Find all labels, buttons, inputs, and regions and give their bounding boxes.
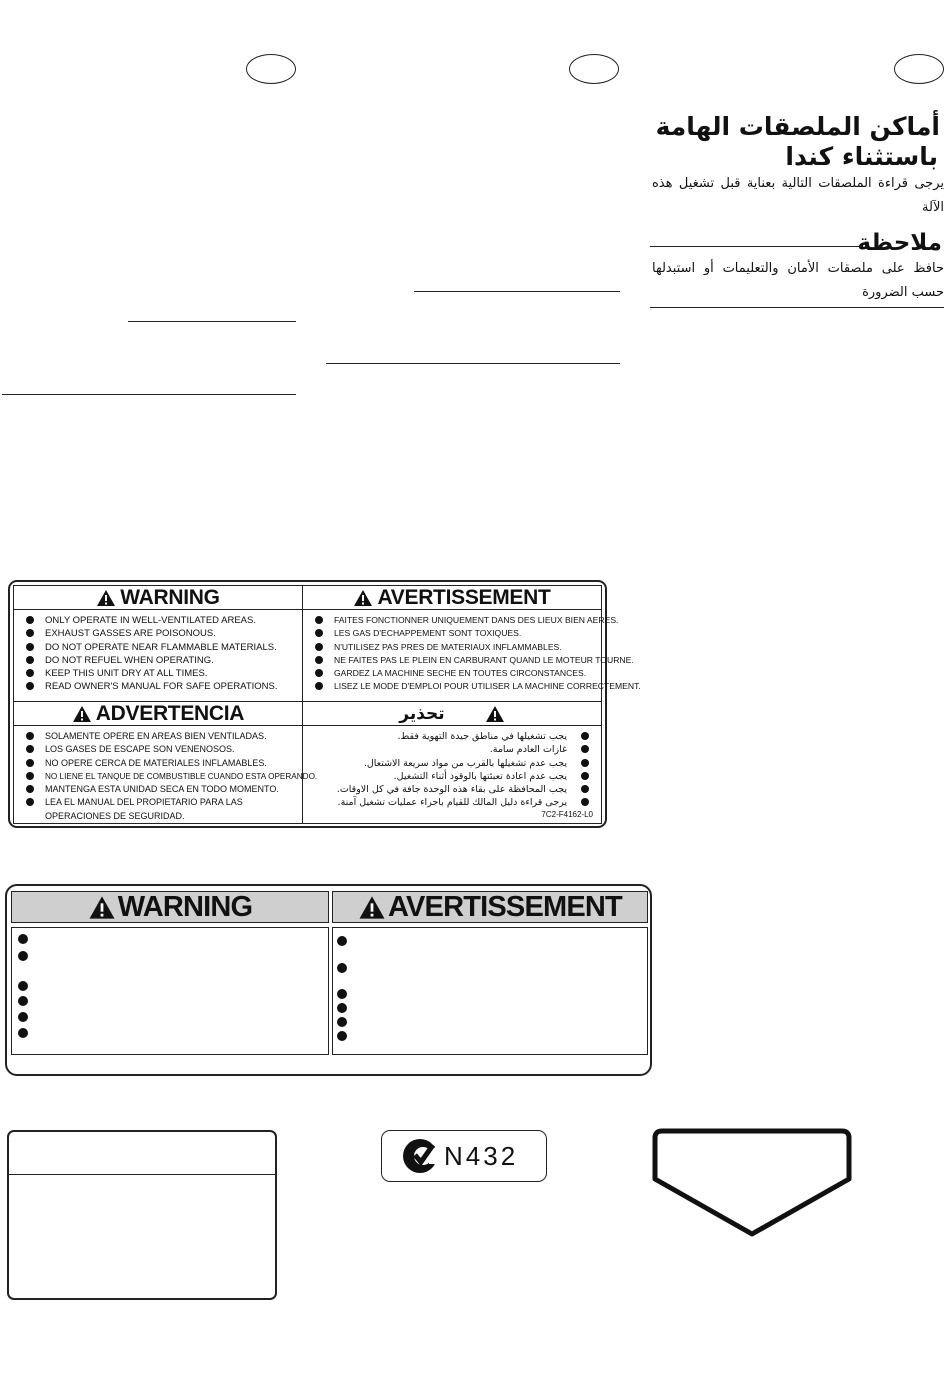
language-marker-oval-1 — [246, 54, 296, 84]
warning-label-multilingual — [8, 580, 641, 828]
blank-information-label — [7, 1130, 277, 1300]
arabic-heading-line2: باستثناء كندا — [785, 142, 938, 171]
bullet-dot — [18, 1012, 28, 1022]
avertissement-title-large: AVERTISSEMENT — [388, 890, 622, 923]
list-item: DO NOT REFUEL WHEN OPERATING. — [22, 654, 296, 667]
bullet-dot — [337, 1003, 347, 1013]
warning-header — [14, 586, 302, 610]
advertencia-header — [14, 702, 302, 726]
list-item: FAITES FONCTIONNER UNIQUEMENT DANS DES LIEUX BIEN AERES. — [311, 614, 595, 627]
list-item: LEA EL MANUAL DEL PROPIETARIO PARA LAS OPERACIONES DE SEGURIDAD. — [22, 796, 296, 823]
blank-rule-3 — [326, 363, 620, 364]
bullet-dot — [337, 1031, 347, 1041]
arabic-warning-title: تحذير — [399, 703, 445, 724]
blank-rule-2 — [128, 321, 296, 322]
avertissement-header — [303, 586, 601, 610]
bullet-dot — [337, 1017, 347, 1027]
warning-body-right — [332, 927, 648, 1055]
list-item: يجب تشغيلها في مناطق جيدة التهوية فقط. — [311, 730, 591, 743]
avertissement-list — [303, 610, 641, 694]
bullet-dot — [18, 934, 28, 944]
warning-list — [14, 610, 302, 694]
list-item: DO NOT OPERATE NEAR FLAMMABLE MATERIALS. — [22, 641, 296, 654]
list-item: EXHAUST GASSES ARE POISONOUS. — [22, 627, 296, 640]
warning-panel-arabic — [302, 701, 602, 824]
bullet-dot — [18, 1028, 28, 1038]
bullet-dot — [337, 936, 347, 946]
arabic-warning-header — [303, 702, 601, 726]
c-tick-code: N432 — [444, 1141, 519, 1171]
list-item: NO LIENE EL TANQUE DE COMBUSTIBLE CUANDO ESTA OPERANDO. — [22, 770, 296, 783]
blank-rule-1 — [414, 291, 620, 292]
list-item: يرجى قراءة دليل المالك للقيام باجراء عمليات تشغيل آمنة. — [311, 796, 591, 809]
list-item: LOS GASES DE ESCAPE SON VENENOSOS. — [22, 743, 296, 756]
list-item: غازات العادم سامة. — [311, 743, 591, 756]
part-code: 7C2-F4162-L0 — [541, 810, 593, 819]
warning-title: WARNING — [120, 585, 220, 609]
arabic-note-title: ملاحظة — [857, 230, 942, 256]
arabic-heading-line1: أماكن الملصقات الهامة — [655, 112, 940, 141]
avertissement-header-large — [332, 891, 648, 923]
warning-body-left — [11, 927, 329, 1055]
warning-triangle-icon — [96, 589, 116, 607]
list-item: LISEZ LE MODE D'EMPLOI POUR UTILISER LA MACHINE CORRECTEMENT. — [311, 680, 595, 693]
note-title-rule — [650, 246, 862, 247]
list-item: يجب عدم اعادة تعبئتها بالوقود أثناء التشغيل. — [311, 770, 591, 783]
avertissement-title: AVERTISSEMENT — [377, 585, 551, 609]
bullet-dot — [337, 963, 347, 973]
warning-triangle-icon — [358, 895, 386, 920]
warning-header-large — [11, 891, 329, 923]
list-item: يجب عدم تشغيلها بالقرب من مواد سريعة الاشتعال. — [311, 757, 591, 770]
bullet-dot — [18, 981, 28, 991]
pentagon-shield-label — [650, 1127, 854, 1239]
label-divider — [9, 1174, 275, 1175]
list-item: SOLAMENTE OPERE EN AREAS BIEN VENTILADAS. — [22, 730, 296, 743]
advertencia-title: ADVERTENCIA — [95, 701, 245, 725]
arabic-intro-text: يرجى قراءة الملصقات التالية بعناية قبل تشغيل هذه الآلة — [652, 176, 944, 215]
warning-label-bilingual — [5, 884, 652, 1076]
list-item: MANTENGA ESTA UNIDAD SECA EN TODO MOMENTO. — [22, 783, 296, 796]
language-marker-oval-3 — [894, 54, 944, 84]
c-tick-compliance-mark — [381, 1130, 547, 1182]
warning-triangle-icon — [353, 589, 373, 607]
list-item: NE FAITES PAS LE PLEIN EN CARBURANT QUAND LE MOTEUR TOURNE. — [311, 654, 595, 667]
c-tick-icon — [400, 1136, 440, 1176]
list-item: KEEP THIS UNIT DRY AT ALL TIMES. — [22, 667, 296, 680]
warning-triangle-icon — [485, 705, 505, 723]
bullet-dot — [337, 989, 347, 999]
note-bottom-rule — [650, 307, 944, 308]
list-item: N'UTILISEZ PAS PRES DE MATERIAUX INFLAMMABLES. — [311, 641, 595, 654]
warning-triangle-icon — [72, 705, 92, 723]
arabic-warning-list — [303, 726, 601, 810]
list-item: READ OWNER'S MANUAL FOR SAFE OPERATIONS. — [22, 680, 296, 693]
list-item: GARDEZ LA MACHINE SECHE EN TOUTES CIRCONSTANCES. — [311, 667, 595, 680]
warning-triangle-icon — [88, 895, 116, 920]
blank-rule-4 — [2, 394, 296, 395]
list-item: يجب المحافظة على بقاء هذه الوحدة جافة في كل الاوقات. — [311, 783, 591, 796]
language-marker-oval-2 — [569, 54, 619, 84]
list-item: NO OPERE CERCA DE MATERIALES INFLAMABLES. — [22, 757, 296, 770]
bullet-dot — [18, 996, 28, 1006]
warning-title-large: WARNING — [117, 890, 253, 923]
warning-panel-english — [13, 585, 303, 702]
advertencia-list — [14, 726, 318, 823]
arabic-note-body: حافظ على ملصقات الأمان والتعليمات أو استبدلها حسب الضرورة — [652, 261, 944, 300]
list-item: ONLY OPERATE IN WELL-VENTILATED AREAS. — [22, 614, 296, 627]
warning-panel-french — [302, 585, 641, 702]
warning-panel-spanish — [13, 701, 318, 824]
list-item: LES GAS D'ECHAPPEMENT SONT TOXIQUES. — [311, 627, 595, 640]
bullet-dot — [18, 951, 28, 961]
